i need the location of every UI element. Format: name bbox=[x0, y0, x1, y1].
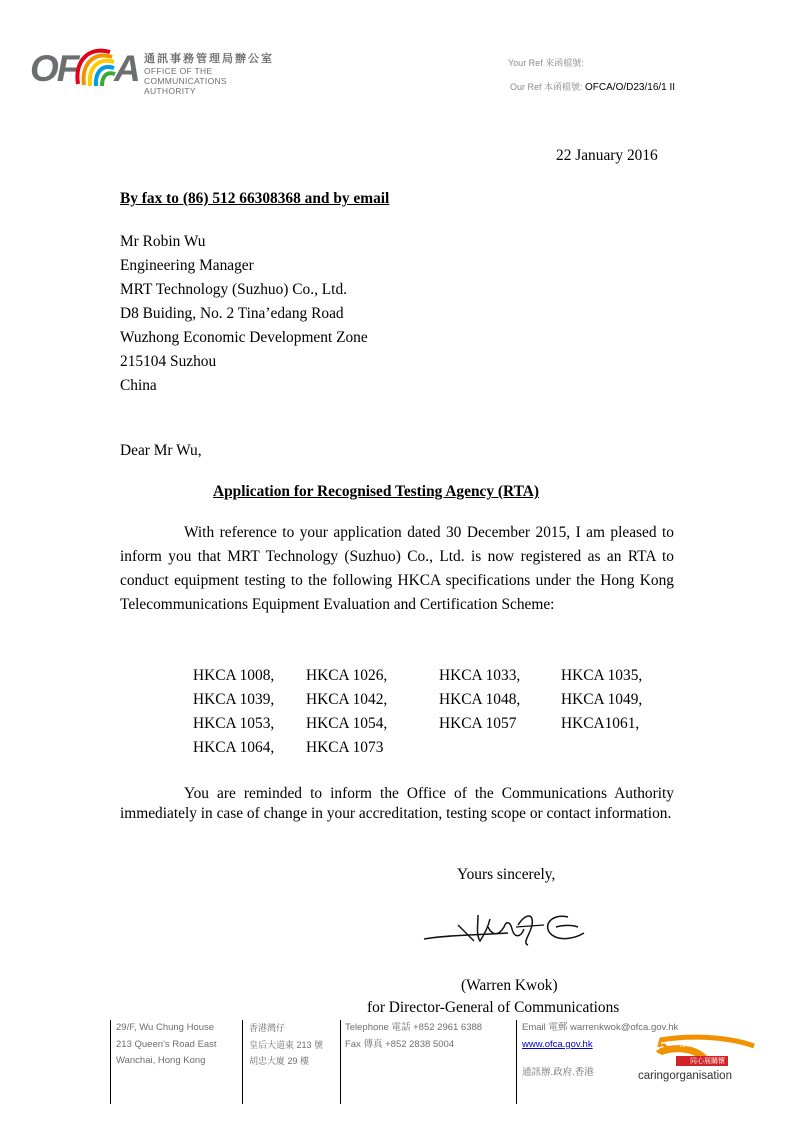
footer-divider bbox=[110, 1020, 111, 1104]
paragraph-1: With reference to your application dated 30 December 2015, I am pleased to inform you that MRT Technology (Suzhuo) Co., Ltd. is now registered as an RTA to conduct equipment testing to the following HKCA specifications under the Hong Kong Telecommunications Equipment Evaluation and Certification Scheme: bbox=[120, 524, 674, 613]
footer-line: 213 Queen's Road East bbox=[116, 1038, 217, 1050]
spec-item: HKCA1061, bbox=[561, 715, 640, 732]
salutation: Dear Mr Wu, bbox=[120, 442, 202, 459]
signatory-title: for Director-General of Communications bbox=[367, 999, 620, 1016]
spec-item: HKCA 1048, bbox=[439, 691, 521, 708]
spec-item: HKCA 1073 bbox=[306, 739, 384, 756]
footer-line: 皇后大道東 213 號 bbox=[249, 1039, 324, 1050]
spec-item: HKCA 1008, bbox=[193, 667, 275, 684]
address-line: Engineering Manager bbox=[120, 257, 254, 274]
address-line: Wuzhong Economic Development Zone bbox=[120, 329, 368, 346]
footer-divider bbox=[516, 1020, 517, 1104]
caring-zh: 同心展關懷 bbox=[690, 1057, 725, 1065]
handwritten-signature bbox=[418, 905, 598, 950]
letter-date: 22 January 2016 bbox=[556, 147, 658, 164]
logo-of-letters: OF bbox=[30, 48, 78, 89]
address-line: Mr Robin Wu bbox=[120, 233, 206, 250]
logo-en-2: COMMUNICATIONS AUTHORITY bbox=[144, 76, 227, 96]
footer-phone bbox=[345, 1020, 482, 1102]
spec-item: HKCA 1033, bbox=[439, 667, 521, 684]
footer-email: Email 電郵 warrenkwok@ofca.gov.hk bbox=[522, 1022, 679, 1033]
spec-item: HKCA 1049, bbox=[561, 691, 643, 708]
footer-line: Wanchai, Hong Kong bbox=[116, 1055, 206, 1066]
logo-zh: 通訊事務管理局辦公室 bbox=[144, 53, 274, 65]
footer-divider bbox=[340, 1020, 341, 1104]
your-ref: Your Ref 來函檔號: bbox=[508, 58, 584, 68]
address-line: 215104 Suzhou bbox=[120, 353, 217, 370]
spec-item: HKCA 1035, bbox=[561, 667, 643, 684]
ofca-logo bbox=[30, 44, 280, 94]
caring-badge-text: caringorganisation bbox=[638, 1070, 732, 1082]
ofca-logo-mark bbox=[30, 44, 140, 94]
footer-line: 29/F, Wu Chung House bbox=[116, 1022, 215, 1033]
closing: Yours sincerely, bbox=[457, 866, 556, 883]
logo-arcs-icon bbox=[70, 44, 118, 92]
footer-telephone: Telephone 電話 +852 2961 6388 bbox=[345, 1022, 483, 1033]
footer-gov-domain: 通訊辦.政府.香港 bbox=[522, 1067, 594, 1078]
footer-divider bbox=[242, 1020, 243, 1104]
spec-item: HKCA 1054, bbox=[306, 715, 388, 732]
subject: Application for Recognised Testing Agency (RTA) bbox=[213, 483, 539, 500]
website-link[interactable]: www.ofca.gov.hk bbox=[522, 1038, 593, 1050]
spec-item: HKCA 1053, bbox=[193, 715, 275, 732]
caring-label: consecutive years bbox=[680, 1043, 721, 1049]
delivery-line: By fax to (86) 512 66308368 and by email bbox=[120, 190, 390, 207]
signatory-name: (Warren Kwok) bbox=[461, 977, 558, 994]
footer-line: 香港灣仔 bbox=[249, 1023, 286, 1033]
spec-item: HKCA 1042, bbox=[306, 691, 388, 708]
footer-line: 胡忠大廈 29 樓 bbox=[249, 1056, 310, 1066]
caring-organisation-logo bbox=[636, 1034, 756, 1092]
our-ref-value: OFCA/O/D23/16/1 II bbox=[585, 82, 676, 93]
footer-fax: Fax 傳真 +852 2838 5004 bbox=[345, 1038, 455, 1050]
paragraph-2: You are reminded to inform the Office of the Communications Authority immediately in case of change in your accreditation, testing scope or contact information. bbox=[120, 785, 674, 822]
spec-item: HKCA 1064, bbox=[193, 739, 275, 756]
footer-address-en bbox=[116, 1020, 217, 1102]
our-ref: Our Ref 本函檔號: OFCA/O/D23/16/1 II bbox=[510, 82, 676, 93]
spec-item: HKCA 1026, bbox=[306, 667, 388, 684]
logo-a-letter: A bbox=[114, 48, 141, 89]
spec-item: HKCA 1039, bbox=[193, 691, 275, 708]
address-line: MRT Technology (Suzhuo) Co., Ltd. bbox=[120, 281, 347, 298]
spec-item: HKCA 1057 bbox=[439, 715, 517, 732]
logo-text bbox=[144, 52, 280, 96]
caring-years: 5 bbox=[656, 1034, 669, 1059]
logo-en-1: OFFICE OF THE bbox=[144, 66, 213, 76]
address-line: D8 Buiding, No. 2 Tina’edang Road bbox=[120, 305, 344, 322]
footer-address-zh bbox=[249, 1020, 323, 1102]
address-line: China bbox=[120, 377, 157, 394]
